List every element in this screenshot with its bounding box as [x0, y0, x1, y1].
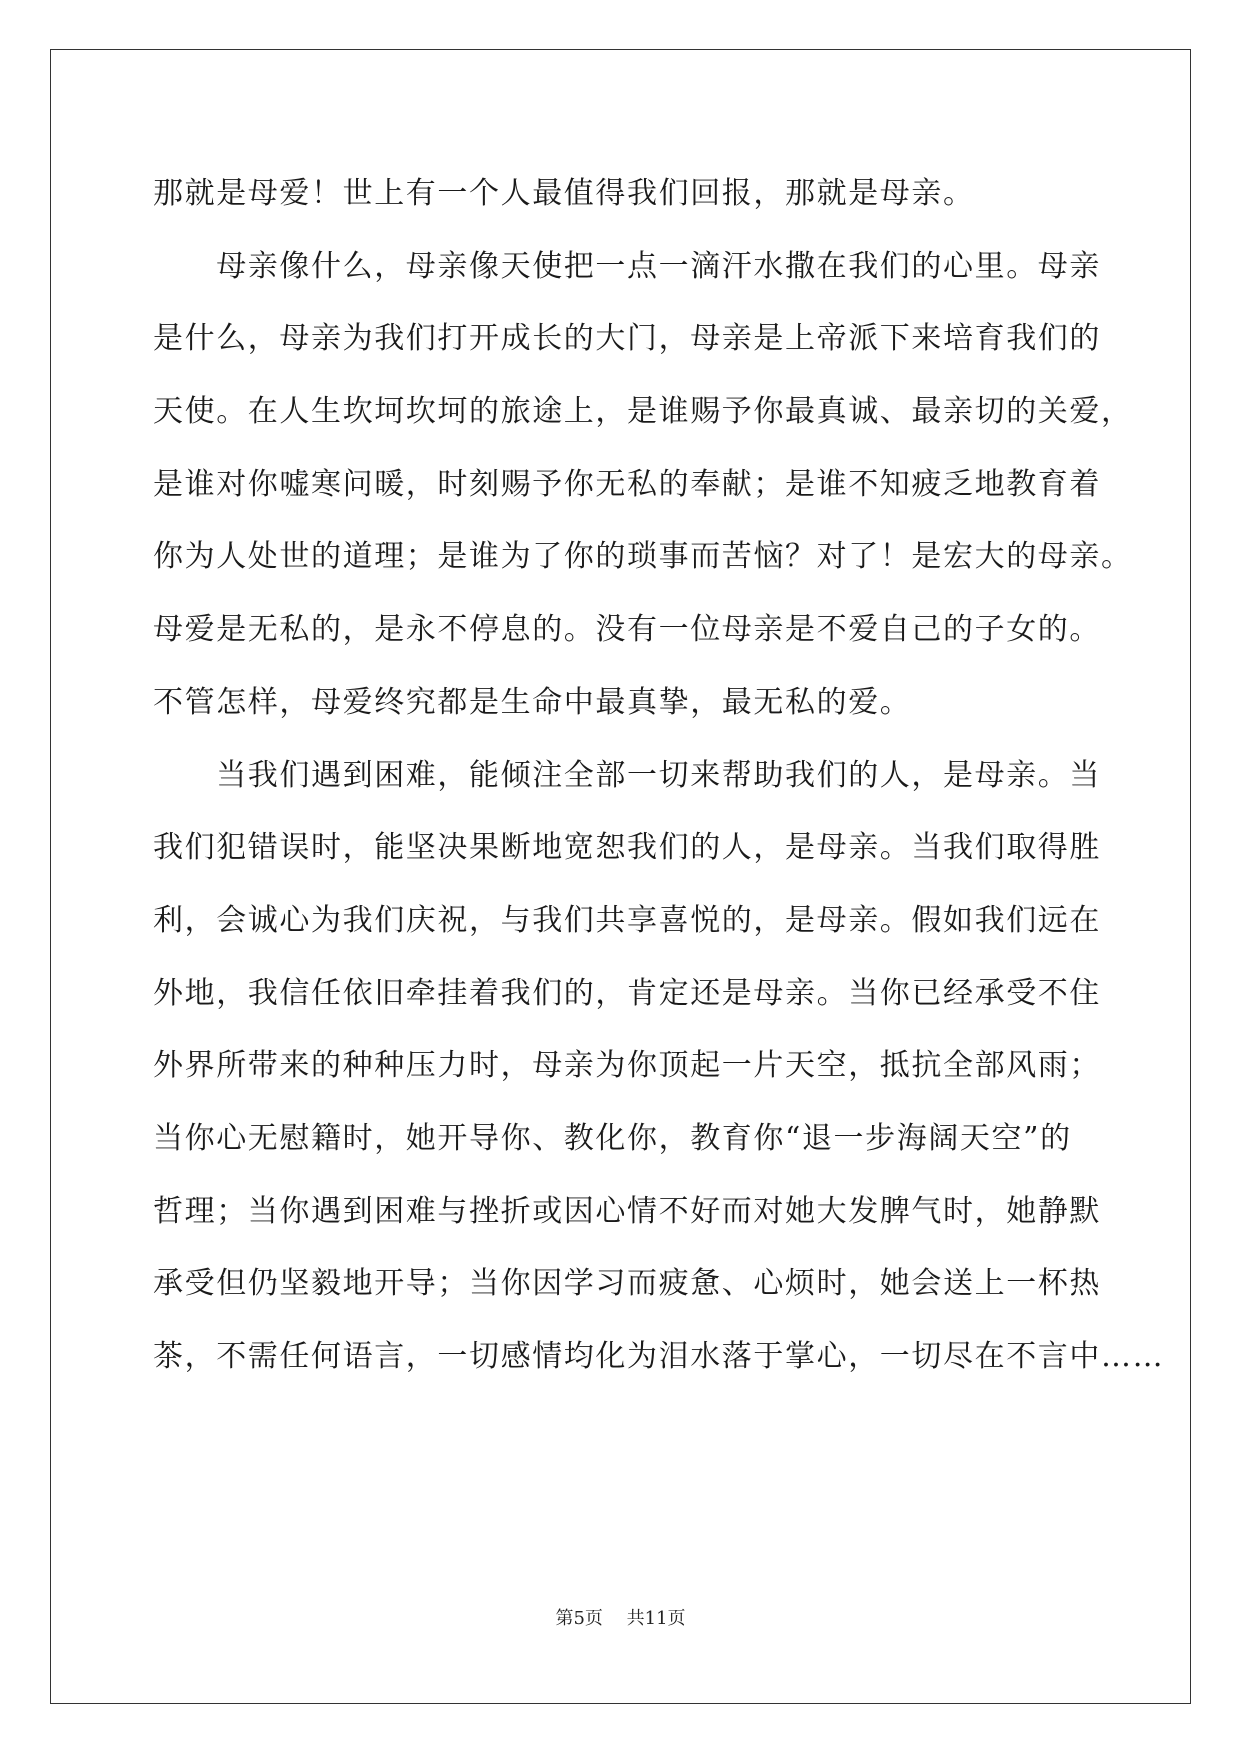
text-line: 是什么，母亲为我们打开成长的大门，母亲是上帝派下来培育我们的	[153, 321, 1101, 357]
text-line: 利，会诚心为我们庆祝，与我们共享喜悦的，是母亲。假如我们远在	[153, 902, 1101, 938]
text-line: 当我们遇到困难，能倾注全部一切来帮助我们的人，是母亲。当	[153, 757, 1101, 793]
document-body	[153, 158, 1165, 1394]
text-line: 天使。在人生坎坷坎坷的旅途上，是谁赐予你最真诚、最亲切的关爱，	[153, 394, 1133, 430]
text-line: 承受但仍坚毅地开导；当你因学习而疲惫、心烦时，她会送上一杯热	[153, 1266, 1101, 1302]
text-line: 不管怎样，母爱终究都是生命中最真挚，最无私的爱。	[153, 684, 912, 720]
text-line: 外地，我信任依旧牵挂着我们的，肯定还是母亲。当你已经承受不住	[153, 975, 1101, 1011]
text-line: 母亲像什么，母亲像天使把一点一滴汗水撒在我们的心里。母亲	[153, 248, 1101, 284]
text-line: 你为人处世的道理；是谁为了你的琐事而苦恼？对了！是宏大的母亲。	[153, 539, 1133, 575]
text-line: 那就是母爱！世上有一个人最值得我们回报，那就是母亲。	[153, 176, 975, 211]
text-line: 母爱是无私的，是永不停息的。没有一位母亲是不爱自己的子女的。	[153, 612, 1101, 648]
text-line: 哲理；当你遇到困难与挫折或因心情不好而对她大发脾气时，她静默	[153, 1193, 1101, 1229]
text-line: 我们犯错误时，能坚决果断地宽恕我们的人，是母亲。当我们取得胜	[153, 830, 1101, 866]
text-line: 茶，不需任何语言，一切感情均化为泪水落于掌心，一切尽在不言中……	[153, 1339, 1165, 1374]
text-line: 当你心无慰籍时，她开导你、教化你，教育你“退一步海阔天空”的	[153, 1120, 1072, 1156]
text-line: 外界所带来的种种压力时，母亲为你顶起一片天空，抵抗全部风雨；	[153, 1048, 1101, 1084]
page-number-footer: 第5页 共11页	[555, 1608, 686, 1629]
text-line: 是谁对你嘘寒问暖，时刻赐予你无私的奉献；是谁不知疲乏地教育着	[153, 466, 1101, 502]
